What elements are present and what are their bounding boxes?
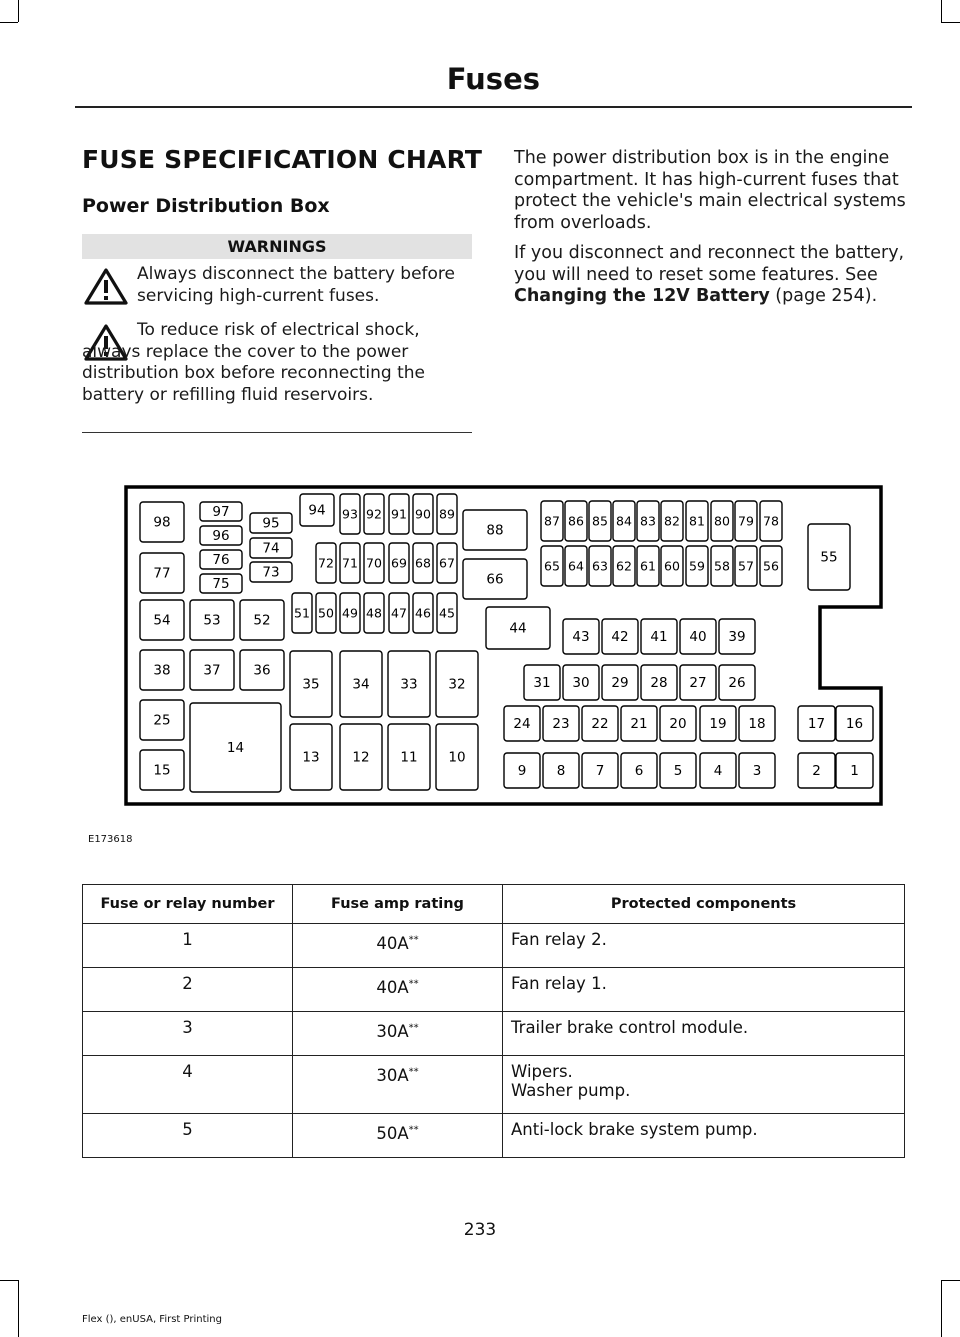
fuse-label-87: 87 <box>544 513 560 529</box>
fuse-label-62: 62 <box>616 558 632 574</box>
warning-text-1: Always disconnect the battery before servicing high-current fuses. <box>137 264 456 306</box>
fuse-label-79: 79 <box>738 513 754 529</box>
footer-text: Flex (), enUSA, First Printing <box>82 1314 222 1325</box>
fuse-label-29: 29 <box>611 675 629 691</box>
fuse-label-59: 59 <box>689 558 705 574</box>
fuse-label-61: 61 <box>640 558 656 574</box>
fuse-label-50: 50 <box>318 605 334 621</box>
amp-rating: 40A** <box>293 968 503 1012</box>
fuse-label-57: 57 <box>738 558 754 574</box>
protected-components: Trailer brake control module. <box>503 1012 905 1056</box>
fuse-label-10: 10 <box>448 749 466 766</box>
fuse-label-51: 51 <box>294 605 310 621</box>
fuse-label-85: 85 <box>592 513 608 529</box>
fuse-label-26: 26 <box>728 675 746 691</box>
table-row <box>83 1012 905 1056</box>
fuse-number: 5 <box>83 1114 293 1158</box>
amp-rating: 30A** <box>293 1012 503 1056</box>
fuse-label-71: 71 <box>342 555 358 571</box>
fuse-label-69: 69 <box>391 555 407 571</box>
fuse-label-73: 73 <box>262 564 280 581</box>
fuse-label-77: 77 <box>153 565 171 582</box>
fuse-label-63: 63 <box>592 558 608 574</box>
fuse-label-20: 20 <box>669 716 687 732</box>
crop-mark <box>18 1280 19 1337</box>
fuse-label-47: 47 <box>391 605 407 621</box>
fuse-label-94: 94 <box>308 502 326 519</box>
fuse-label-54: 54 <box>153 612 171 629</box>
fuse-number: 4 <box>83 1056 293 1114</box>
fuse-label-97: 97 <box>212 504 230 520</box>
protected-components: Fan relay 2. <box>503 924 905 968</box>
fuse-label-2: 2 <box>812 763 821 779</box>
fuse-label-6: 6 <box>634 763 644 779</box>
amp-rating: 30A** <box>293 1056 503 1114</box>
fuse-label-19: 19 <box>709 716 727 732</box>
fuse-label-48: 48 <box>366 605 382 621</box>
fuse-label-33: 33 <box>400 676 418 693</box>
fuse-label-35: 35 <box>302 676 320 693</box>
fuse-label-75: 75 <box>212 576 230 592</box>
protected-components: Anti-lock brake system pump. <box>503 1114 905 1158</box>
fuse-label-14: 14 <box>226 740 245 756</box>
fuse-label-56: 56 <box>763 558 779 574</box>
fuse-label-17: 17 <box>807 716 826 732</box>
fuse-label-49: 49 <box>342 605 358 621</box>
fuse-label-44: 44 <box>509 620 527 637</box>
protected-components: Fan relay 1. <box>503 968 905 1012</box>
fuse-label-34: 34 <box>352 676 370 693</box>
fuse-label-82: 82 <box>664 513 680 529</box>
fuse-label-30: 30 <box>572 675 590 691</box>
col-header-components: Protected components <box>503 885 905 924</box>
page-number: 233 <box>463 1220 497 1240</box>
fuse-label-7: 7 <box>595 763 605 779</box>
fuse-label-86: 86 <box>568 513 584 529</box>
fuse-label-41: 41 <box>650 629 668 645</box>
fuse-label-46: 46 <box>415 605 431 621</box>
fuse-label-31: 31 <box>533 675 551 691</box>
table-row <box>83 968 905 1012</box>
fuse-label-24: 24 <box>513 716 531 732</box>
col-header-rating: Fuse amp rating <box>293 885 503 924</box>
fuse-number: 3 <box>83 1012 293 1056</box>
warnings-heading: WARNINGS <box>82 234 472 259</box>
warning-text-2: To reduce risk of electrical shock, always replace the cover to the power distribution box before reconnecting the battery or refilling fluid reservoirs. <box>82 320 425 405</box>
fuse-label-4: 4 <box>713 763 723 779</box>
crop-mark <box>0 1280 18 1281</box>
fuse-label-83: 83 <box>640 513 656 529</box>
fuse-label-5: 5 <box>673 763 683 779</box>
crop-mark <box>941 1280 942 1337</box>
fuse-label-28: 28 <box>650 675 668 691</box>
fuse-label-15: 15 <box>153 762 171 779</box>
fuse-label-42: 42 <box>611 629 629 645</box>
fuse-label-13: 13 <box>302 749 320 766</box>
fuse-label-9: 9 <box>517 763 527 779</box>
fuse-label-18: 18 <box>748 716 766 732</box>
fuse-label-66: 66 <box>486 571 504 588</box>
table-header-row <box>83 885 905 924</box>
fuse-label-96: 96 <box>212 528 230 544</box>
fuse-label-78: 78 <box>763 513 779 529</box>
fuse-label-32: 32 <box>448 676 466 693</box>
fuse-label-58: 58 <box>714 558 730 574</box>
section-title: FUSE SPECIFICATION CHART <box>82 145 483 174</box>
fuse-label-38: 38 <box>153 662 171 679</box>
fuse-label-64: 64 <box>568 558 584 574</box>
col-header-number: Fuse or relay number <box>83 885 293 924</box>
fuse-label-81: 81 <box>689 513 705 529</box>
fuse-label-65: 65 <box>544 558 560 574</box>
fuse-number: 2 <box>83 968 293 1012</box>
fuse-label-21: 21 <box>630 716 648 732</box>
fuse-label-12: 12 <box>352 749 370 766</box>
fuse-label-74: 74 <box>262 540 280 557</box>
fuse-label-55: 55 <box>820 549 838 566</box>
fuse-label-60: 60 <box>664 558 680 574</box>
fuse-label-68: 68 <box>415 555 431 571</box>
fuse-label-89: 89 <box>439 506 455 522</box>
table-row <box>83 1056 905 1114</box>
intro-paragraph-1: The power distribution box is in the engine compartment. It has high-current fuses that protect the vehicle's main electrical systems from overloads. <box>514 148 906 233</box>
figure-id: E173618 <box>88 834 133 845</box>
fuse-label-22: 22 <box>591 716 609 732</box>
fuse-label-98: 98 <box>153 514 171 531</box>
fuse-label-36: 36 <box>253 662 271 679</box>
fuse-label-27: 27 <box>689 675 707 691</box>
fuse-label-25: 25 <box>153 712 171 729</box>
fuse-label-11: 11 <box>400 749 418 766</box>
table-row <box>83 924 905 968</box>
battery-link[interactable]: Changing the 12V Battery <box>514 286 770 306</box>
table-row <box>83 1114 905 1158</box>
subsection-title: Power Distribution Box <box>82 195 330 217</box>
fuse-label-8: 8 <box>556 763 566 779</box>
fuse-label-84: 84 <box>616 513 632 529</box>
fuse-label-72: 72 <box>318 555 334 571</box>
fuse-label-91: 91 <box>391 506 407 522</box>
intro-paragraph-2: If you disconnect and reconnect the battery, you will need to reset some features. See Changing the 12V Battery (page 254). <box>514 243 905 306</box>
fuse-label-90: 90 <box>415 506 431 522</box>
fuse-label-70: 70 <box>366 555 382 571</box>
fuse-label-92: 92 <box>366 506 382 522</box>
fuse-label-40: 40 <box>689 629 707 645</box>
fuse-label-1: 1 <box>850 763 859 779</box>
protected-components: Wipers. Washer pump. <box>503 1056 905 1114</box>
amp-rating: 50A** <box>293 1114 503 1158</box>
fuse-label-16: 16 <box>845 716 864 732</box>
fuse-label-45: 45 <box>439 605 455 621</box>
fuse-label-23: 23 <box>552 716 570 732</box>
fuse-label-67: 67 <box>439 555 455 571</box>
fuse-label-95: 95 <box>262 515 280 532</box>
fuse-spec-table <box>82 884 905 1158</box>
crop-mark <box>941 1280 960 1281</box>
fuse-label-80: 80 <box>714 513 730 529</box>
fuse-label-76: 76 <box>212 552 230 568</box>
fuse-label-43: 43 <box>572 629 590 645</box>
fuse-label-93: 93 <box>342 506 358 522</box>
fuse-label-37: 37 <box>203 662 221 679</box>
fuse-label-3: 3 <box>752 763 762 779</box>
amp-rating: 40A** <box>293 924 503 968</box>
fuse-label-88: 88 <box>486 522 504 539</box>
fuse-label-39: 39 <box>728 629 746 645</box>
fuse-number: 1 <box>83 924 293 968</box>
page-header-title: Fuses <box>446 62 540 96</box>
fuse-label-53: 53 <box>203 612 221 629</box>
fuse-label-52: 52 <box>253 612 271 629</box>
